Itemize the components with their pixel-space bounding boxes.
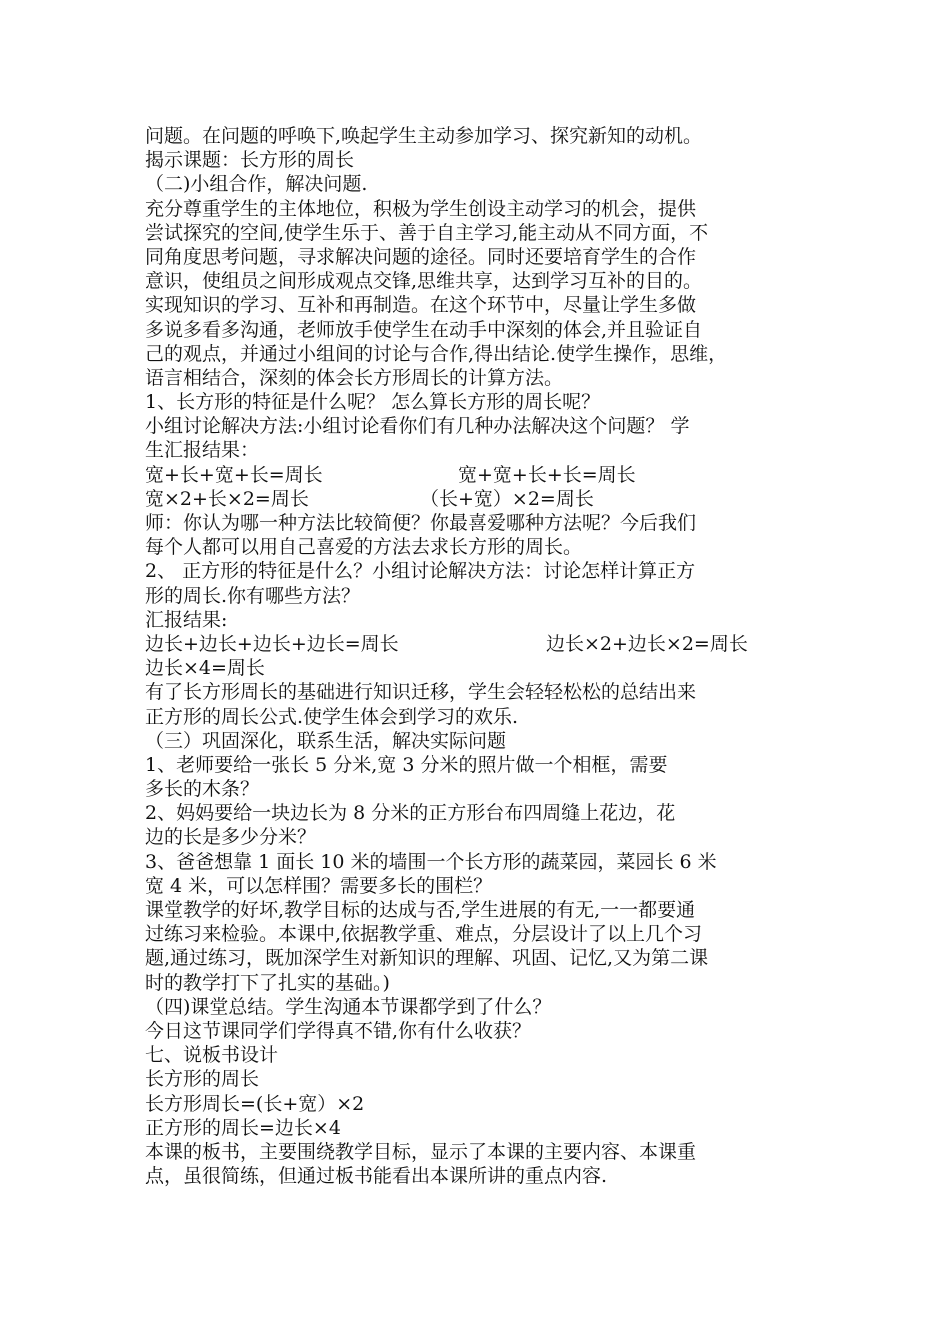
text-line: 形的周长.你有哪些方法？	[145, 584, 361, 607]
text-line: 过练习来检验。本课中,依据教学重、难点，分层设计了以上几个习	[145, 923, 703, 946]
paragraph-block-3	[145, 656, 825, 1188]
text-line: 尝试探究的空间,使学生乐于、善于自主学习,能主动从不同方面，不	[145, 221, 709, 244]
text-line: 充分尊重学生的主体地位，积极为学生创设主动学习的机会，提供	[145, 197, 697, 220]
text-line: 正方形的周长=边长×4	[145, 1116, 341, 1139]
formula-right: 宽+宽+长+长=周长	[458, 463, 636, 486]
text-line: 长方形周长=(长+宽）×2	[145, 1092, 365, 1115]
text-line: （四)课堂总结。学生沟通本节课都学到了什么？	[145, 995, 552, 1018]
formula-block-square	[145, 632, 825, 656]
formula-row	[145, 463, 825, 487]
text-line: 边的长是多少分米？	[145, 826, 317, 849]
text-line: 小组讨论解决方法:小组讨论看你们有几种办法解决这个问题？ 学	[145, 415, 690, 438]
text-line: 今日这节课同学们学得真不错,你有什么收获？	[145, 1019, 532, 1042]
document-page	[145, 124, 825, 1188]
text-line: （三）巩固深化，联系生活，解决实际问题	[145, 729, 507, 752]
text-line: 揭示课题：长方形的周长	[145, 149, 355, 172]
text-line: 1、长方形的特征是什么呢？ 怎么算长方形的周长呢？	[145, 391, 601, 414]
text-line: 长方形的周长	[145, 1068, 260, 1091]
formula-row	[145, 487, 825, 511]
text-line: 宽 4 米，可以怎样围？需要多长的围栏？	[145, 874, 493, 897]
text-line: 语言相结合，深刻的体会长方形周长的计算方法。	[145, 366, 564, 389]
text-line: 多说多看多沟通，老师放手使学生在动手中深刻的体会,并且验证自	[145, 318, 703, 341]
text-line: 1、老师要给一张长 5 分米,宽 3 分米的照片做一个相框，需要	[145, 753, 668, 776]
formula-left: 宽+长+宽+长=周长	[145, 463, 323, 486]
text-line: 实现知识的学习、互补和再制造。在这个环节中，尽量让学生多做	[145, 294, 697, 317]
paragraph-block-1	[145, 124, 825, 463]
text-line: 题,通过练习，既加深学生对新知识的理解、巩固、记忆,又为第二课	[145, 947, 709, 970]
text-line: 点，虽很简练，但通过板书能看出本课所讲的重点内容.	[145, 1165, 608, 1188]
formula-left: 边长+边长+边长+边长=周长	[145, 632, 399, 655]
text-line: 边长×4=周长	[145, 657, 265, 680]
formula-row	[145, 632, 825, 656]
text-line: 七、说板书设计	[145, 1044, 279, 1067]
text-line: 3、爸爸想靠 1 面长 10 米的墙围一个长方形的蔬菜园，菜园长 6 米	[145, 850, 717, 873]
text-line: 汇报结果:	[145, 608, 228, 631]
text-line: 时的教学打下了扎实的基础。)	[145, 971, 390, 994]
text-line: （二)小组合作，解决问题.	[145, 173, 368, 196]
text-line: 每个人都可以用自己喜爱的方法去求长方形的周长。	[145, 536, 583, 559]
text-line: 同角度思考问题，寻求解决问题的途径。同时还要培育学生的合作	[145, 245, 697, 268]
text-line: 己的观点，并通过小组间的讨论与合作,得出结论.使学生操作，思维，	[145, 342, 728, 365]
paragraph-block-2	[145, 511, 825, 632]
formula-right: （长+宽）×2=周长	[420, 487, 594, 510]
text-line: 课堂教学的好坏,教学目标的达成与否,学生进展的有无,一一都要通	[145, 899, 696, 921]
text-line: 多长的木条？	[145, 778, 260, 801]
text-line: 师：你认为哪一种方法比较简便？你最喜爱哪种方法呢？今后我们	[145, 512, 697, 534]
formula-right: 边长×2+边长×2=周长	[546, 632, 748, 655]
text-line: 2、 正方形的特征是什么？小组讨论解决方法：讨论怎样计算正方	[145, 560, 696, 583]
text-line: 2、妈妈要给一块边长为 8 分米的正方形台布四周缝上花边，花	[145, 802, 676, 825]
formula-left: 宽×2+长×2=周长	[145, 487, 309, 510]
text-line: 本课的板书，主要围绕教学目标，显示了本课的主要内容、本课重	[145, 1140, 697, 1163]
text-line: 意识，使组员之间形成观点交锋,思维共享，达到学习互补的目的。	[145, 270, 703, 293]
text-line: 生汇报结果：	[145, 439, 260, 462]
formula-block-rectangle	[145, 463, 825, 511]
text-line: 正方形的周长公式.使学生体会到学习的欢乐.	[145, 705, 519, 728]
text-line: 问题。在问题的呼唤下,唤起学生主动参加学习、探究新知的动机。	[145, 125, 703, 147]
text-line: 有了长方形周长的基础进行知识迁移，学生会轻轻松松的总结出来	[145, 681, 697, 704]
